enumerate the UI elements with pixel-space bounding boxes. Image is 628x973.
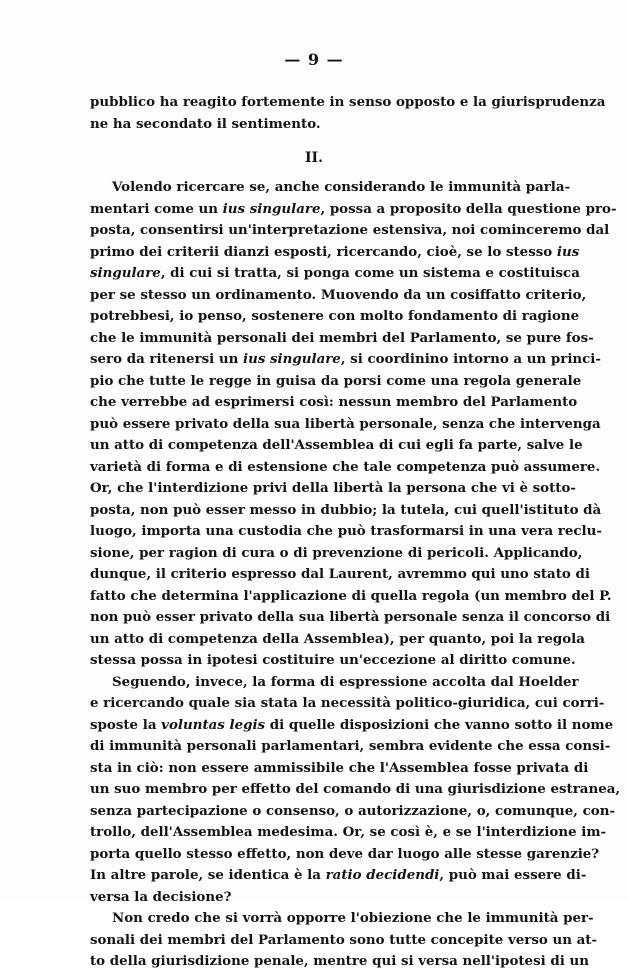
text-segment: , possa a proposito della questione pro- xyxy=(320,200,617,217)
page-number: — 9 — xyxy=(284,50,344,69)
text-segment: varietà di forma e di estensione che tale competenza può assumere. xyxy=(90,458,601,475)
text-segment: fatto che determina l'applicazione di quella regola (un membro del P. xyxy=(90,587,612,604)
text-line xyxy=(90,328,594,350)
text-line xyxy=(90,672,579,694)
text-line xyxy=(90,650,576,672)
text-segment: , si coordinino intorno a un princi- xyxy=(340,351,601,367)
text-segment: mentari come un xyxy=(90,200,223,217)
text-segment: luogo, importa una custodia che può trasformarsi in una vera reclu- xyxy=(90,523,602,539)
text-line xyxy=(90,457,601,479)
text-line xyxy=(90,349,601,371)
text-line xyxy=(90,822,607,844)
text-segment: Volendo ricercare se, anche considerando le immunità parla- xyxy=(112,179,571,195)
section-body xyxy=(90,177,621,973)
text-line xyxy=(90,414,601,436)
text-line xyxy=(90,736,611,758)
text-segment: sero da ritenersi un xyxy=(90,351,243,367)
text-segment: Or, che l'interdizione privi della libertà la persona che vi è sotto- xyxy=(90,480,576,496)
text-line xyxy=(90,607,611,629)
text-segment: , di cui si tratta, si ponga come un sistema e costituisca xyxy=(160,265,580,281)
italic-term: ius singulare xyxy=(222,200,321,217)
italic-term: ius xyxy=(556,243,580,260)
text-line xyxy=(90,715,614,737)
text-line xyxy=(90,693,605,715)
text-segment: posta, non può esser messo in dubbio; la tutela, cui quell'istituto dà xyxy=(90,501,602,518)
italic-term: singulare xyxy=(90,265,161,281)
text-segment: sonali dei membri del Parlamento sono tutte concepite verso un at- xyxy=(90,931,598,948)
italic-term: ius singulare xyxy=(243,351,341,367)
text-line xyxy=(90,114,538,136)
text-segment: ne ha secondato il sentimento. xyxy=(90,115,321,132)
text-segment: posta, consentirsi un'interpretazione estensiva, noi cominceremo dal xyxy=(90,222,610,238)
paragraph-continuation xyxy=(90,92,606,135)
text-segment: Non credo che si vorrà opporre l'obiezione che le immunità per- xyxy=(112,910,594,926)
text-segment: un atto di competenza dell'Assemblea di cui egli fa parte, salve le xyxy=(90,437,583,453)
text-line xyxy=(90,629,585,651)
italic-term: voluntas legis xyxy=(161,716,266,733)
text-line xyxy=(90,801,616,823)
text-line xyxy=(90,220,610,242)
text-line xyxy=(90,371,582,393)
text-line xyxy=(90,758,589,780)
text-line xyxy=(90,478,576,500)
text-segment: primo dei criterii dianzi esposti, ricercando, cioè, se lo stesso xyxy=(90,243,557,260)
text-line xyxy=(90,779,621,801)
text-line xyxy=(90,930,598,952)
text-segment: sposte la xyxy=(90,716,162,733)
text-segment: , può mai essere di- xyxy=(439,867,587,883)
text-segment: In altre parole, se identica è la xyxy=(90,867,326,883)
text-line xyxy=(90,887,538,909)
text-segment: pubblico ha reagito fortemente in senso opposto e la giurisprudenza xyxy=(90,94,606,110)
text-line xyxy=(90,306,580,328)
text-segment: sione, per ragion di cura o di prevenzione di pericoli. Applicando, xyxy=(90,544,583,561)
text-segment: e ricercando quale sia stata la necessità politico-giuridica, cui corri- xyxy=(90,695,605,711)
text-segment: di immunità personali parlamentari, sembra evidente che essa consi- xyxy=(90,738,611,754)
text-line xyxy=(90,951,589,973)
text-line xyxy=(90,844,600,866)
text-line xyxy=(90,564,590,586)
text-line xyxy=(90,586,612,608)
text-segment: un suo membro per effetto del comando di una giurisdizione estranea, xyxy=(90,781,621,797)
text-segment: senza partecipazione o consenso, o autorizzazione, o, comunque, con- xyxy=(90,802,616,819)
text-line xyxy=(90,263,580,285)
text-segment: stessa possa in ipotesi costituire un'eccezione al diritto comune. xyxy=(90,652,576,668)
text-segment: che le immunità personali dei membri del Parlamento, se pure fos- xyxy=(90,329,594,346)
italic-term: ratio decidendi xyxy=(325,867,440,883)
text-segment: to della giurisdizione penale, mentre qui si versa nell'ipotesi di un xyxy=(90,953,589,969)
text-segment: può essere privato della sua libertà personale, senza che intervenga xyxy=(90,415,601,432)
text-segment: porta quello stesso effetto, non deve dar luogo alle stesse garenzie? xyxy=(90,845,600,862)
text-line xyxy=(90,199,617,221)
text-segment: sta in ciò: non essere ammissibile che l'Assemblea fosse privata di xyxy=(90,759,589,776)
text-line xyxy=(90,908,594,930)
text-segment: un atto di competenza della Assemblea), per quanto, poi la regola xyxy=(90,630,585,647)
text-segment: che verrebbe ad esprimersi così: nessun membro del Parlamento xyxy=(90,394,578,410)
text-line xyxy=(90,865,587,887)
text-segment: trollo, dell'Assemblea medesima. Or, se così è, e se l'interdizione im- xyxy=(90,824,607,840)
text-segment: versa la decisione? xyxy=(90,888,232,905)
text-segment: Seguendo, invece, la forma di espressione accolta dal Hoelder xyxy=(112,673,579,690)
text-segment: di quelle disposizioni che vanno sotto il nome xyxy=(265,716,614,733)
text-line xyxy=(90,543,583,565)
text-segment: pio che tutte le regge in guisa da porsi come una regola generale xyxy=(90,372,582,389)
text-segment: dunque, il criterio espresso dal Laurent, avremmo qui uno stato di xyxy=(90,566,590,582)
text-line xyxy=(90,392,578,414)
text-line xyxy=(90,435,583,457)
section-heading: II. xyxy=(305,150,323,166)
text-line xyxy=(90,92,606,114)
text-segment: potrebbesi, io penso, sostenere con molto fondamento di ragione xyxy=(90,308,580,324)
text-line xyxy=(90,521,602,543)
text-line xyxy=(90,242,580,264)
text-segment: non può esser privato della sua libertà personale senza il concorso di xyxy=(90,609,611,625)
text-line xyxy=(90,285,587,307)
text-line xyxy=(90,177,571,199)
text-segment: per se stesso un ordinamento. Muovendo da un cosiffatto criterio, xyxy=(90,286,587,303)
text-line xyxy=(90,500,602,522)
